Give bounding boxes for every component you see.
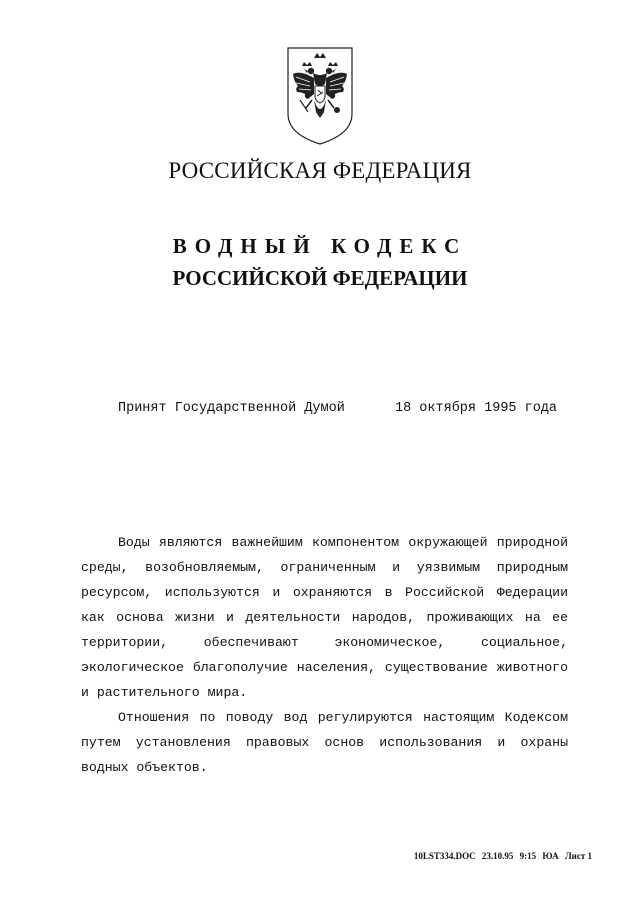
footer-time: 9:15 [519,851,537,861]
footer-author: ЮА [542,851,559,861]
footer-file: 10LST334.DOC [413,851,476,861]
page-footer [414,851,592,861]
footer-sheet: Лист 1 [564,851,592,861]
preamble-paragraph: Отношения по поводу вод регулируются настоящим Кодексом путем установления правовых основ использования и охраны водных объектов. [81,710,568,775]
country-name: РОССИЙСКАЯ ФЕДЕРАЦИЯ [168,158,472,183]
preamble-paragraph: Воды являются важнейшим компонентом окружающей природной среды, возобновляемым, ограниченным и уязвимым природным ресурсом, используются и охраняются в Российской Федерации как основа жизни и деятельности народов, проживающих на ее территории, обеспечивают экономическое, социальное, экологическое благополучие населения, существование животного и растительного мира. [81,535,568,700]
adoption-date: 18 октября 1995 года [395,401,558,416]
preamble [81,530,568,780]
adoption-body: Принят Государственной Думой [118,401,345,416]
document-title: ВОДНЫЙ КОДЕКС [172,234,468,258]
footer-date: 23.10.95 [481,851,514,861]
coat-of-arms-icon [284,44,356,148]
document-subtitle: РОССИЙСКОЙ ФЕДЕРАЦИИ [172,266,468,290]
